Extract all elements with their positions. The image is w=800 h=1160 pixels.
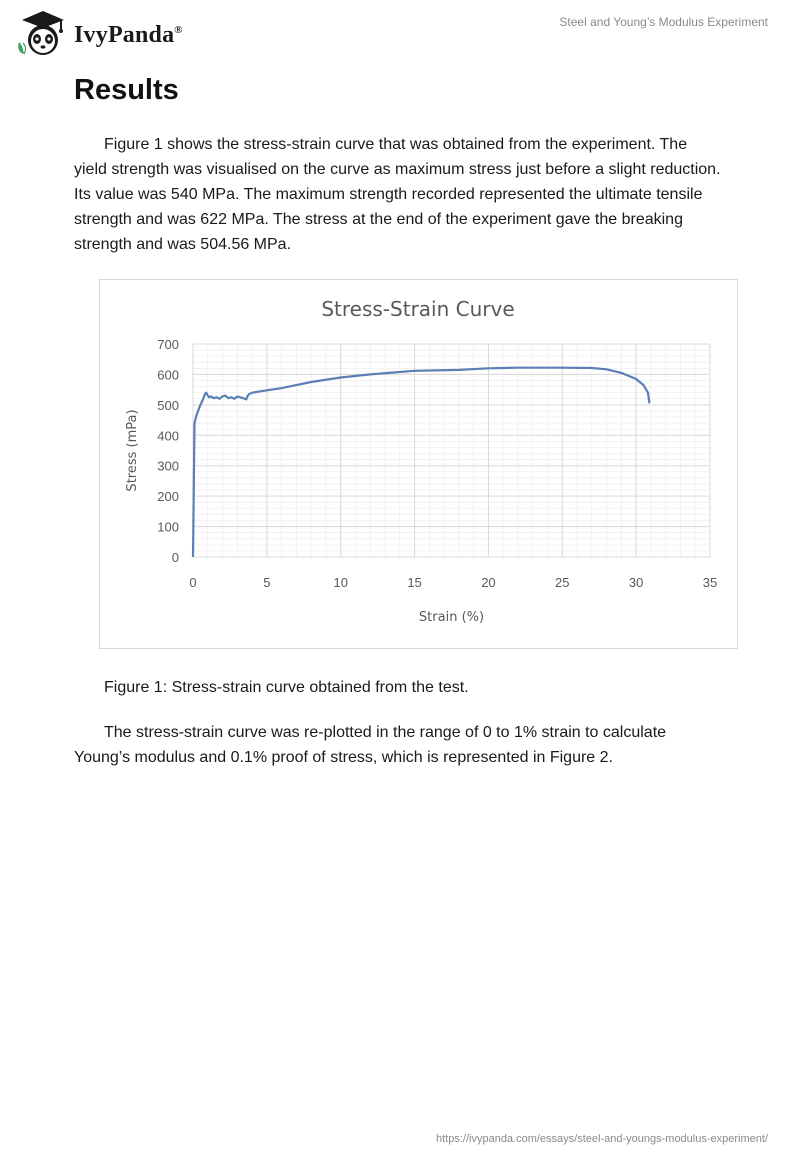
y-tick-label: 200 (157, 489, 179, 505)
x-tick-label: 0 (189, 575, 197, 590)
brand-name: IvyPanda® (74, 21, 183, 48)
y-tick-label: 400 (157, 428, 179, 444)
body-paragraph: The stress-strain curve was re-plotted in the range of 0 to 1% strain to calculate Young’s modulus and 0.1% proof of stress, which is represented in Figure 2. (74, 724, 667, 766)
x-tick-label: 5 (263, 575, 271, 590)
y-tick-label: 500 (157, 397, 179, 413)
x-tick-label: 30 (628, 575, 644, 590)
y-tick-label: 100 (157, 519, 179, 535)
x-tick-label: 10 (333, 575, 348, 590)
stress-strain-chart (100, 280, 737, 648)
y-tick-label: 600 (157, 367, 179, 383)
x-tick-label: 35 (702, 575, 718, 590)
stress-strain-line (193, 368, 649, 557)
page-header (0, 0, 800, 70)
panda-graduate-icon (16, 8, 70, 58)
figure-1 (99, 279, 738, 649)
document-title: Steel and Young’s Modulus Experiment (559, 15, 768, 29)
x-tick-label: 15 (407, 575, 422, 590)
x-tick-label: 20 (481, 575, 496, 590)
x-axis-label: Strain (%) (418, 610, 485, 625)
y-axis-label: Stress (mPa) (125, 409, 140, 492)
y-tick-label: 300 (157, 458, 179, 474)
y-tick-label: 700 (157, 337, 179, 352)
x-tick-label: 25 (555, 575, 570, 590)
figure-caption: Figure 1: Stress-strain curve obtained from the test. (104, 679, 469, 696)
y-tick-label: 0 (171, 550, 179, 565)
ivypanda-logo[interactable] (16, 8, 183, 58)
body-paragraph: Figure 1 shows the stress-strain curve that was obtained from the experiment. The yield strength was visualised on the curve as maximum stress just before a slight reduction. Its value was 540 MPa. The maximum strength recorded represented the ultimate tensile strength and was 622 MPa. The stress at the end of the experiment gave the breaking strength and was 504.56 MPa. (74, 136, 721, 253)
section-heading: Results (74, 74, 179, 106)
source-url[interactable]: https://ivypanda.com/essays/steel-and-youngs-modulus-experiment/ (436, 1133, 768, 1145)
chart-title: Stress-Strain Curve (321, 297, 515, 321)
